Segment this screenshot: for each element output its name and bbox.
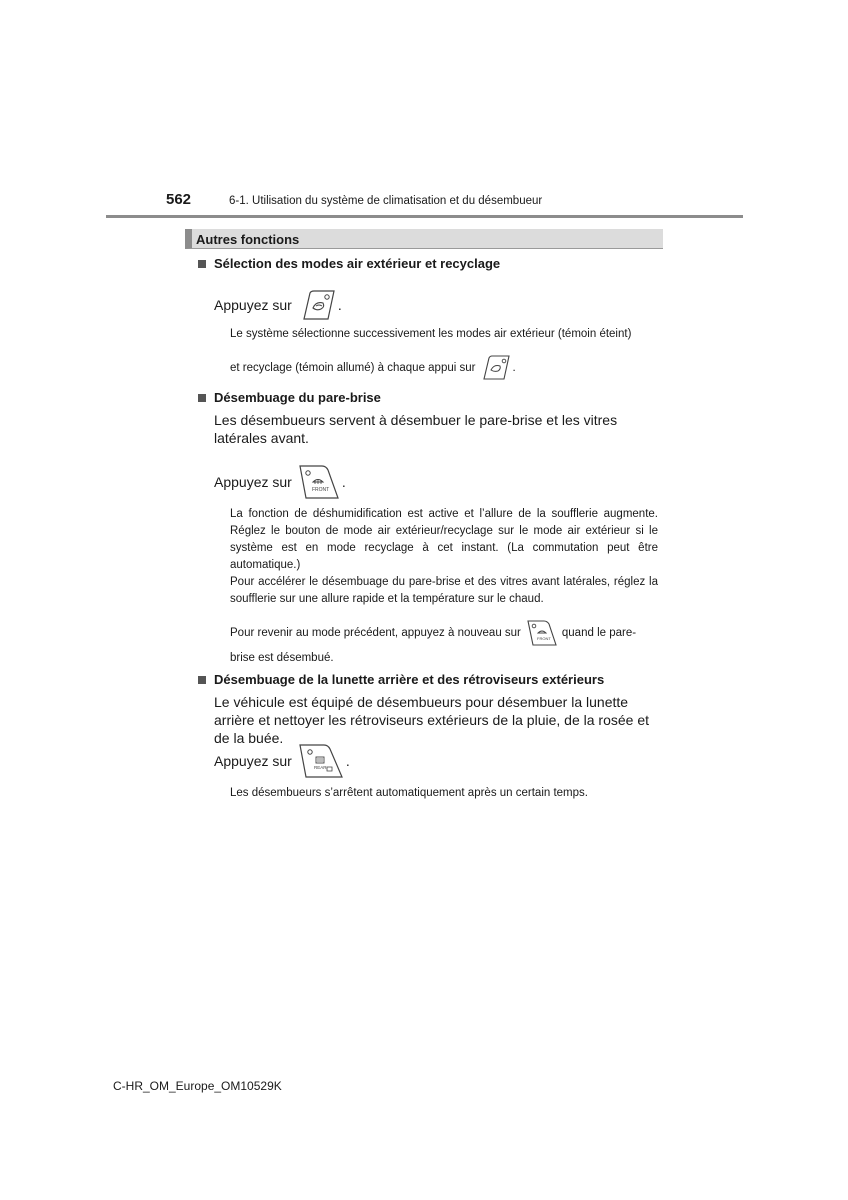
subsection-heading-text: Sélection des modes air extérieur et recyclage [214, 256, 501, 271]
page-number: 562 [166, 191, 192, 208]
square-bullet-icon [198, 394, 206, 402]
rear-label: REAR [313, 765, 327, 770]
press-label: Appuyez sur [214, 753, 292, 769]
period: . [337, 297, 342, 313]
front-label: FRONT [536, 636, 551, 641]
square-bullet-icon [198, 260, 206, 268]
subsection-heading-recirculation [198, 256, 500, 271]
recirculation-button-icon [478, 355, 512, 381]
chapter-title: 6-1. Utilisation du système de climatisation et du désembueur [229, 195, 543, 207]
period: . [345, 753, 350, 769]
windshield-intro: Les désembueurs servent à désembuer le pare-brise et les vitres latérales avant. [214, 412, 618, 446]
section-title: Autres fonctions [196, 232, 300, 247]
subsection-heading-text: Désembuage de la lunette arrière et des rétroviseurs extérieurs [214, 672, 605, 687]
front-defroster-button-icon [296, 464, 342, 500]
subsection-heading-windshield [198, 390, 381, 405]
document-code: C-HR_OM_Europe_OM10529K [113, 1079, 282, 1093]
front-defroster-button-icon [525, 619, 559, 647]
rear-defogger-note: Les désembueurs s’arrêtent automatiquement après un certain temps. [230, 787, 588, 799]
press-label: Appuyez sur [214, 474, 292, 490]
press-label: Appuyez sur [214, 297, 292, 313]
header-divider [106, 215, 743, 218]
return-text-before: Pour revenir au mode précédent, appuyez à nouveau sur [230, 626, 521, 639]
return-instruction-line2: brise est désembué. [230, 652, 334, 664]
note-line-with-button [230, 355, 658, 381]
note-text: et recyclage (témoin allumé) à chaque appui sur [230, 361, 476, 374]
recirculation-button-icon [296, 289, 338, 321]
press-instruction [214, 289, 664, 321]
return-instruction [230, 619, 658, 647]
press-instruction [214, 464, 664, 500]
rear-defogger-button-icon [296, 743, 346, 779]
subsection-heading-rear-defogger [198, 672, 604, 687]
windshield-note-para1: La fonction de déshumidification est active et l’allure de la soufflerie augmente. Réglez le bouton de mode air extérieur/recyclage sur le mode air extérieur si le système est en mode recyclage à cet instant. (La commutation peut être automatique.) [230, 508, 658, 571]
square-bullet-icon [198, 676, 206, 684]
subsection-heading-text: Désembuage du pare-brise [214, 390, 381, 405]
note-line: Le système sélectionne successivement les modes air extérieur (témoin éteint) [230, 328, 632, 340]
windshield-note-para2: Pour accélérer le désembuage du pare-brise et des vitres avant latérales, réglez la soufflerie sur une allure rapide et la température sur le chaud. [230, 576, 658, 605]
return-text-after: quand le pare- [561, 626, 637, 639]
press-instruction [214, 743, 664, 779]
rear-defogger-intro: Le véhicule est équipé de désembueurs pour désembuer la lunette arrière et nettoyer les rétroviseurs extérieurs de la pluie, de la rosée et de la buée. [214, 694, 649, 746]
front-label: FRONT [311, 487, 330, 493]
period: . [341, 474, 346, 490]
period: . [512, 361, 516, 374]
